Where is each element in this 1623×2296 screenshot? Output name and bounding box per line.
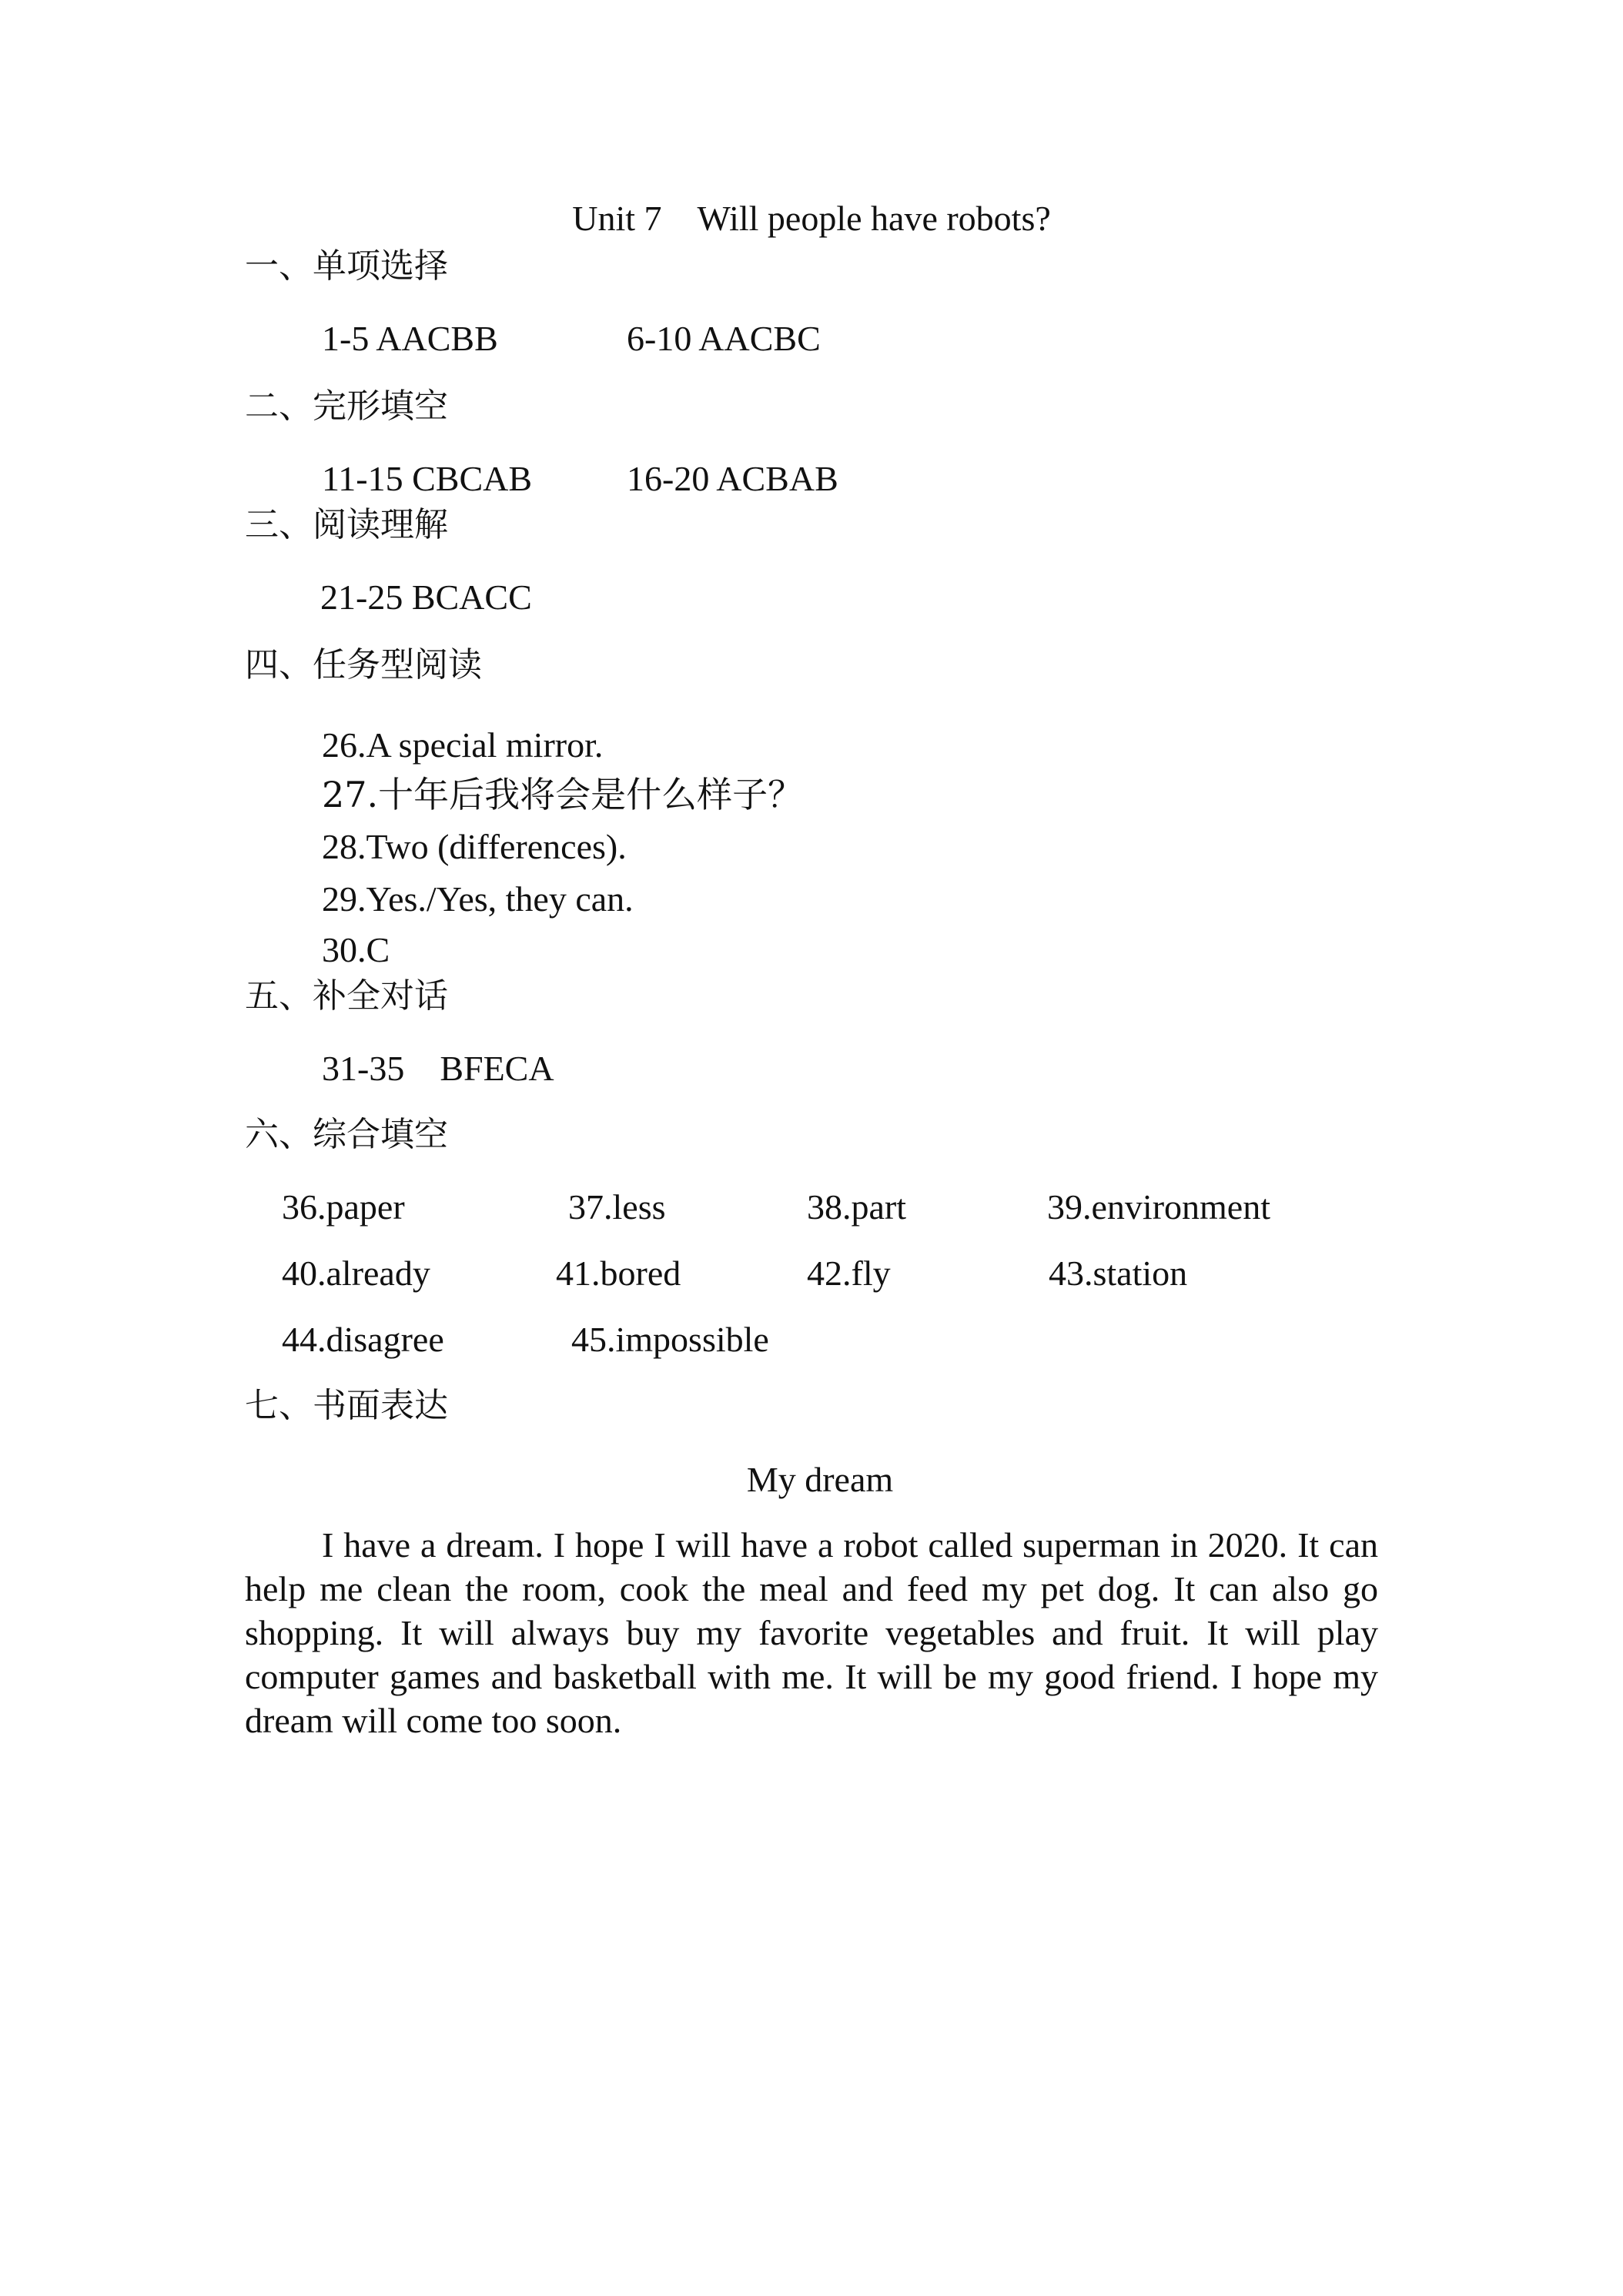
- answer-40: 40.already: [282, 1253, 430, 1293]
- answer-28: 28.Two (differences).: [322, 827, 627, 866]
- section-heading-5: 五、补全对话: [245, 976, 448, 1016]
- answer-38: 38.part: [807, 1187, 907, 1227]
- answer-45: 45.impossible: [571, 1320, 769, 1359]
- document-title: Unit 7 Will people have robots?: [572, 199, 1051, 238]
- answer-29: 29.Yes./Yes, they can.: [322, 879, 634, 919]
- answer-41: 41.bored: [556, 1253, 681, 1293]
- section-heading-6: 六、综合填空: [245, 1115, 448, 1154]
- answer-27: [322, 773, 803, 817]
- answer-43: 43.station: [1049, 1253, 1188, 1293]
- answer-37: 37.less: [568, 1187, 666, 1227]
- answer-11-15: 11-15 CBCAB: [322, 459, 533, 498]
- section-heading-4: 四、任务型阅读: [245, 645, 482, 684]
- answer-30: 30.C: [322, 930, 390, 969]
- answer-44: 44.disagree: [282, 1320, 444, 1359]
- section-heading-2: 二、完形填空: [245, 387, 448, 426]
- answer-42: 42.fly: [807, 1253, 891, 1293]
- answer-16-20: 16-20 ACBAB: [627, 459, 838, 498]
- answer-36: 36.paper: [282, 1187, 405, 1227]
- answer-1-5: 1-5 AACBB: [322, 319, 498, 358]
- section-heading-7: 七、书面表达: [245, 1386, 448, 1425]
- essay-body: I have a dream. I hope I will have a robot called superman in 2020. It can help me clean the room, cook the meal and feed my pet dog. It can also go shopping. It will always buy my favorite vegetables and fruit. It will play computer games and basketball with me. It will be my good friend. I hope my dream will come too soon.: [245, 1525, 1378, 1740]
- section-heading-1: 一、单项选择: [245, 246, 448, 286]
- essay-title: My dream: [746, 1460, 894, 1499]
- section-heading-3: 三、阅读理解: [245, 505, 448, 544]
- answer-26: 26.A special mirror.: [322, 725, 604, 765]
- answer-31-35: 31-35 BFECA: [322, 1049, 554, 1088]
- answer-39: 39.environment: [1047, 1187, 1270, 1227]
- answer-21-25: 21-25 BCACC: [320, 577, 532, 617]
- answer-27-text: 27.十年后我将会是什么样子？: [322, 774, 804, 815]
- answer-6-10: 6-10 AACBC: [627, 319, 821, 358]
